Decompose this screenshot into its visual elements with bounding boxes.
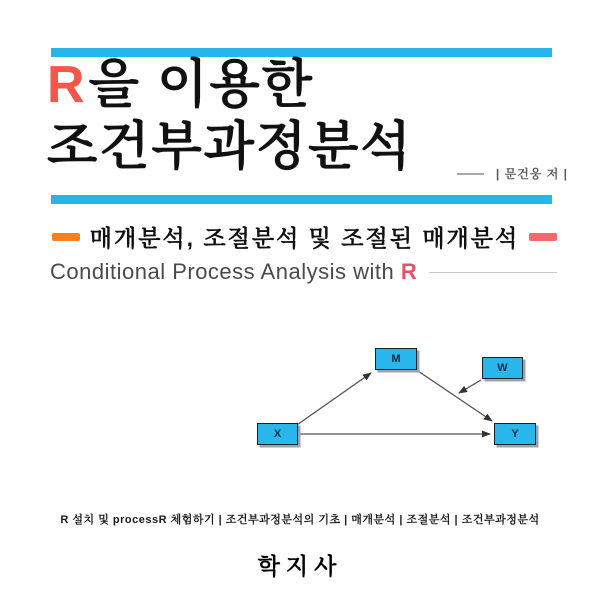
english-subtitle-row [50, 259, 557, 285]
orange-accent-mark [52, 233, 80, 241]
english-subtitle-text: Conditional Process Analysis with [50, 259, 395, 284]
english-subtitle [50, 259, 417, 285]
arrow-w-to-path [459, 380, 481, 393]
pink-accent-mark [529, 233, 557, 241]
book-title [47, 54, 413, 178]
author-name: | 문건웅 저 | [495, 167, 568, 181]
title-line1 [47, 54, 413, 116]
english-rule-line [429, 272, 557, 273]
diagram-node-w: W [482, 357, 523, 379]
author-row [457, 165, 568, 182]
arrow-m-to-y [418, 371, 492, 421]
title-line1-rest: 을 이용한 [88, 56, 314, 114]
title-r-letter: R [47, 56, 87, 114]
english-r-letter: R [400, 259, 418, 284]
arrow-x-to-m [294, 373, 371, 427]
subtitle-row [52, 220, 557, 253]
author-dash-rule [457, 173, 484, 175]
diagram-node-y: Y [494, 423, 536, 445]
title-line2: 조건부과정분석 [47, 118, 413, 176]
path-diagram [230, 330, 560, 470]
mid-accent-bar [51, 195, 552, 204]
publisher-logo: 학지사 [257, 553, 343, 579]
subtitle-text: 매개분석, 조절분석 및 조절된 매개분석 [89, 225, 520, 251]
diagram-node-m: M [375, 348, 417, 370]
diagram-node-x: X [257, 423, 298, 445]
features-line: R 설치 및 processR 체험하기 | 조건부과정분석의 기초 | 매개분석 | 조절분석 | 조건부과정분석 [60, 514, 540, 526]
